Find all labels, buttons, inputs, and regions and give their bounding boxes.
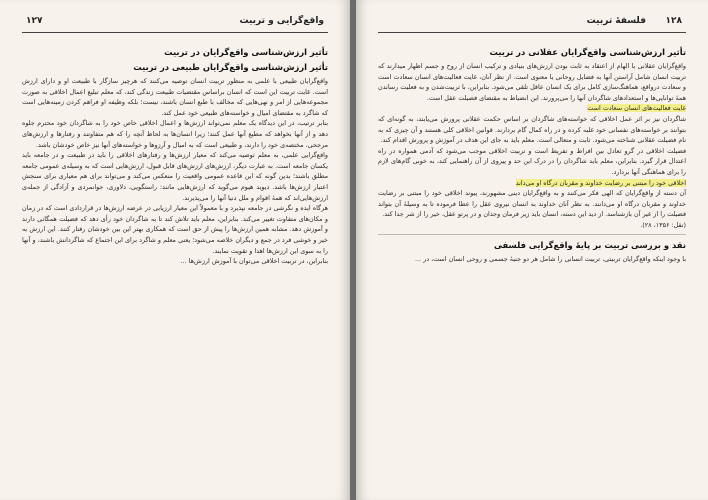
right-page-body [378, 44, 686, 264]
section-divider [378, 234, 686, 235]
right-running-title: فلسفهٔ تربیت [586, 16, 646, 26]
left-page-number: ۱۲۷ [26, 16, 43, 26]
left-page-body [22, 44, 328, 267]
right-heading-2: نقد و بررسی تربیت بر پایهٔ واقع‌گرایی فلسفی [494, 239, 686, 250]
right-citation: (نقل: ۱۳۵۶، ۲۸). [640, 220, 686, 229]
left-running-title: واقع‌گرایی و تربیت [239, 16, 324, 26]
right-highlight-2-line [378, 178, 686, 189]
right-paragraph-3: فضیلت اخلاقی در گرو تعادل بین افراط و تفریط است و تربیت اخلاقی موجب می‌شود که آدمی همواره در راه اعتدال قرار گیرد. بنابراین، معلم باید شاگردان را در درک این حد و پیروی از آن راهنمایی کند، به خوبی گام‌های لازم را برای هماهنگی آنها بردارد. [378, 146, 686, 176]
left-heading-1: تأثیر ارزش‌شناسی واقع‌گرایان در تربیت [164, 47, 328, 57]
left-paragraph-3: واقع‌گرایی علمی، به معلم توصیه می‌کند که معیار ارزش‌ها و رفتارهای اخلاقی را باید در طبیعت و در جامعه باید یکسان جامعه است. به عبارت دیگر، ارزش‌های ارزش‌های قابل قبول، ارزش‌هایی است که به وسیله‌ی عمومی جامعه مطلق باشند؛ بدین گونه که این قاعده عمومی واقعیت را منعکس می‌کند و می‌تواند برای هم معیاری برای سنجش اعتبار ارزش‌ها باشد. دیوید هیوم می‌گوید که ارزش‌هایی مانند: راستگویی، دلاوری، جوانمردی و آزادگی از جمله‌ی ارزش‌هایی‌اند که همهٔ اقوام و ملل دنیا آنها را می‌پذیرند. [22, 151, 328, 202]
right-paragraph-2: شاگردان نیز بر اثر عمل اخلاقی که خواسته‌های شاگردان بر اساس حکمت عقلانی پرورش می‌یابند، به گونه‌ای که بتوانند بر خواسته‌های نفسانی خود غلبه کرده و در راه کمال گام بردارند. قوانین اخلاقی کلی هستند و آن چیزی که به نام فضیلت عقلانی شناخته می‌شود. ثابت و متعالی است. معلم باید به جای این هدف در آموزش و پرورش اقدام کند. [378, 114, 686, 145]
right-paragraph-4: آن دسته از واقع‌گرایان که الهی فکر می‌کنند و به واقع‌گرایان دینی مشهورند، پیوند اخلاقی خود را مبتنی بر رضایت خداوند و مقربان درگاه او می‌دانند. به نظر آنان خداوند به انسان نیروی عقل را عطا فرموده تا به وسیلهٔ آن بتواند فضیلت را از غیر آن بازشناسد. از دید این دسته، انسان باید زیر فرمان وجدان و در پرتو عقل، خیر را از شر جدا کند. [378, 189, 686, 219]
highlighted-phrase-2: اخلاقی خود را مبتنی بر رضایت خداوند و مقربان درگاه او می‌داند [515, 178, 686, 187]
left-page [0, 0, 350, 500]
left-heading-2: تأثیر ارزش‌شناسی واقع‌گرایان طبیعی در تربیت [133, 62, 328, 72]
right-page-number: ۱۲۸ [665, 16, 682, 26]
right-paragraph-1: واقع‌گرایان عقلانی با الهام از اعتقاد به ثابت بودن ارزش‌های بنیادی و ترکیب انسان از روح و جسم اظهار میدارند که تربیت انسان شامل آراستن آنها به فضایل روحانی یا معنوی است. از نظر آنان، غایت فعالیت‌های انسان سعادت است و سعادت درواقع، هماهنگ‌سازی کامل برای یک انسان عاقل تلقی می‌شود. بنابراین، با تربیت‌شدن و به فعلیت رساندن همهٔ توانایی‌ها و استعدادهای شاگردان آنها را می‌پرورند. این انضباط به مقتضای فضیلت عقل است. [378, 62, 686, 102]
left-last-line: بنابراین، در تربیت اخلاقی می‌توان با آموزش ارزش‌ها ... [180, 257, 328, 266]
right-page [356, 0, 708, 500]
right-highlight-1-line [378, 103, 686, 114]
left-paragraph-1: واقع‌گرایان طبیعی با علمی به منظور تربیت انسان توصیه می‌کنند که هرچیز سازگار با طبیعت او و دارای ارزش است. غایت تربیت این است که انسان براساس مقتضیات طبیعت زندگی کند، که معلم تبلیغ اعمال اخلاقی به صورت مجموعه‌هایی از امر و نهی‌هایی که مخالف با طبع انسان باشند، نیست؛ بلکه وظیفه او فراهم کردن زمینه‌هایی است که شاگرد به مقتضای امیال و خواسته‌های طبیعی خود عمل کند. [22, 77, 328, 117]
highlighted-phrase-1: غایت فعالیت‌های انسان سعادت است [587, 104, 686, 113]
left-paragraph-4: هرگاه ایده و نگرشی در جامعه نپذیرد و با معمولاً این معیار ارزیابی در عرضه ارزش‌ها در قراردادی است که در زمان و مکان‌های متفاوت تغییر می‌کند. بنابراین، معلم باید تلاش کند تا به شاگردان خود رأی دهد که فضیلت همگانی دارند و آموزش دهد. مشابه همین ارزش‌ها را پیش از حق است که همکاری بهتر این بین خودشان رفتار کنند. این ارزش به خیر و خوشی فرد در جمع و دیگران خلاصه می‌شود؛ یعنی معلم و شاگرد برای این اجتماع که شاگردانش باشند، و آنها را به سوی این ارزش‌ها اهدا و تقویت نمایند. [22, 204, 328, 255]
left-paragraph-2: بنابر ترتیب، در این دیدگاه یک معلم نمی‌تواند ارزش‌ها و اعمال اخلاقی خاص خود را به شاگردان خود محترم جلوه دهد و از آنها بخواهد که مطیع آنها عمل کنند؛ زیرا انسان‌ها به لحاظ آنچه را که هم متفاوتند و رفتارها و ارزش‌های مرجحی، مختصه‌ی خود را دارند، و طبیعی است که به امیال و آرزوها و خواسته‌های آنها نیز خاص خودشان باشد. [22, 119, 328, 149]
right-heading-1: تأثیر ارزش‌شناسی واقع‌گرایان عقلانی در تربیت [489, 47, 686, 57]
right-final-paragraph: با وجود اینکه واقع‌گرایان تربیتی، تربیت انسانی را شامل هر دو جنبهٔ جسمی و روحی انسان است، در ... [414, 254, 686, 263]
right-page-header [378, 14, 686, 33]
left-page-header [22, 14, 328, 33]
